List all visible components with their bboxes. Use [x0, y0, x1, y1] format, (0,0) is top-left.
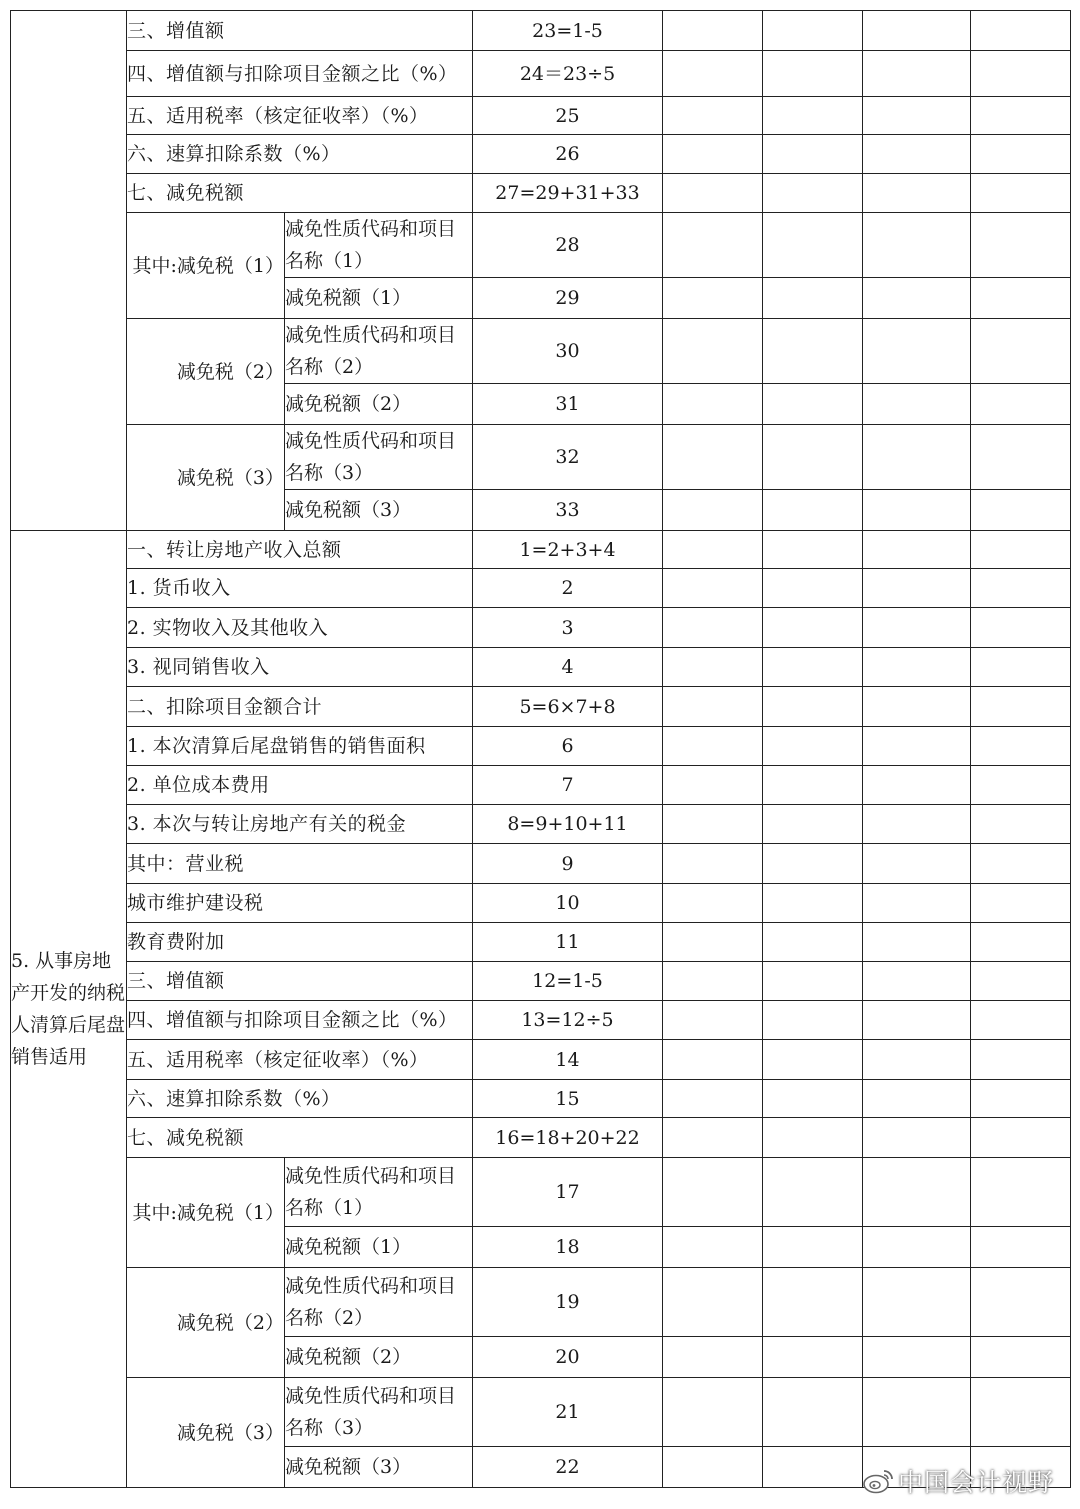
- empty-value-cell: [971, 1378, 1071, 1447]
- empty-value-cell: [663, 648, 763, 687]
- table-row: [11, 1118, 1071, 1158]
- empty-value-cell: [971, 805, 1071, 844]
- empty-value-cell: [763, 962, 863, 1001]
- row-number: 10: [473, 884, 663, 923]
- empty-value-cell: [663, 766, 763, 805]
- row-label: 五、适用税率（核定征收率）（%）: [127, 97, 473, 135]
- empty-value-cell: [663, 727, 763, 766]
- table-row: [11, 962, 1071, 1001]
- row-number: 9: [473, 844, 663, 884]
- empty-value-cell: [663, 1227, 763, 1268]
- table-row: [11, 1080, 1071, 1118]
- empty-value-cell: [663, 213, 763, 278]
- empty-value-cell: [863, 278, 971, 319]
- row-label: 1. 货币收入: [127, 569, 473, 608]
- table-row: [11, 11, 1071, 51]
- empty-value-cell: [663, 11, 763, 51]
- empty-value-cell: [863, 1080, 971, 1118]
- empty-value-cell: [863, 923, 971, 962]
- table-row: [11, 805, 1071, 844]
- row-label: 2. 实物收入及其他收入: [127, 608, 473, 648]
- empty-value-cell: [863, 425, 971, 490]
- row-label: 2. 单位成本费用: [127, 766, 473, 805]
- relief-group-label: 减免税（3）: [127, 1378, 285, 1488]
- empty-value-cell: [763, 648, 863, 687]
- empty-value-cell: [763, 569, 863, 608]
- empty-value-cell: [971, 490, 1071, 531]
- empty-value-cell: [763, 1337, 863, 1378]
- empty-value-cell: [663, 1118, 763, 1158]
- row-number: 26: [473, 135, 663, 174]
- row-label: 一、转让房地产收入总额: [127, 531, 473, 569]
- table-row: [11, 923, 1071, 962]
- empty-value-cell: [863, 884, 971, 923]
- empty-value-cell: [763, 425, 863, 490]
- row-number: 18: [473, 1227, 663, 1268]
- empty-value-cell: [971, 766, 1071, 805]
- row-label: 五、适用税率（核定征收率）（%）: [127, 1040, 473, 1080]
- empty-value-cell: [863, 569, 971, 608]
- empty-value-cell: [971, 1118, 1071, 1158]
- row-number: 16=18+20+22: [473, 1118, 663, 1158]
- row-number: 33: [473, 490, 663, 531]
- row-label: 其中：营业税: [127, 844, 473, 884]
- empty-value-cell: [763, 490, 863, 531]
- empty-value-cell: [971, 531, 1071, 569]
- empty-value-cell: [971, 174, 1071, 213]
- empty-value-cell: [971, 1040, 1071, 1080]
- empty-value-cell: [763, 1040, 863, 1080]
- empty-value-cell: [663, 97, 763, 135]
- empty-value-cell: [763, 319, 863, 384]
- empty-value-cell: [763, 1447, 863, 1488]
- relief-code-label: 减免性质代码和项目名称（1）: [285, 213, 473, 278]
- empty-value-cell: [971, 844, 1071, 884]
- empty-value-cell: [663, 805, 763, 844]
- empty-value-cell: [863, 648, 971, 687]
- empty-value-cell: [763, 1158, 863, 1227]
- row-number: 8=9+10+11: [473, 805, 663, 844]
- row-number: 2: [473, 569, 663, 608]
- empty-value-cell: [763, 1118, 863, 1158]
- relief-amount-label: 减免税额（2）: [285, 1337, 473, 1378]
- row-number: 22: [473, 1447, 663, 1488]
- empty-value-cell: [663, 1337, 763, 1378]
- relief-code-row: [11, 1268, 1071, 1337]
- empty-value-cell: [863, 687, 971, 727]
- empty-value-cell: [971, 1080, 1071, 1118]
- empty-value-cell: [663, 531, 763, 569]
- section-5-title: 5. 从事房地产开发的纳税人清算后尾盘销售适用: [11, 531, 127, 1488]
- row-number: 23=1-5: [473, 11, 663, 51]
- empty-value-cell: [763, 884, 863, 923]
- empty-value-cell: [663, 569, 763, 608]
- empty-value-cell: [663, 1378, 763, 1447]
- empty-value-cell: [971, 1001, 1071, 1040]
- row-number: 27=29+31+33: [473, 174, 663, 213]
- relief-group-label: 减免税（2）: [127, 319, 285, 425]
- empty-value-cell: [863, 97, 971, 135]
- relief-amount-label: 减免税额（1）: [285, 1227, 473, 1268]
- table-row: [11, 844, 1071, 884]
- empty-value-cell: [763, 1227, 863, 1268]
- empty-value-cell: [971, 384, 1071, 425]
- empty-value-cell: [763, 174, 863, 213]
- empty-value-cell: [663, 962, 763, 1001]
- relief-code-row: [11, 1378, 1071, 1447]
- row-number: 19: [473, 1268, 663, 1337]
- empty-value-cell: [663, 1001, 763, 1040]
- empty-value-cell: [971, 135, 1071, 174]
- empty-value-cell: [763, 923, 863, 962]
- watermark-text: 中国会计视野: [898, 1468, 1055, 1497]
- table-row: [11, 608, 1071, 648]
- row-label: 四、增值额与扣除项目金额之比（%）: [127, 51, 473, 97]
- table-row: [11, 766, 1071, 805]
- empty-value-cell: [971, 962, 1071, 1001]
- empty-value-cell: [763, 51, 863, 97]
- table-row: [11, 531, 1071, 569]
- empty-value-cell: [763, 766, 863, 805]
- row-number: 30: [473, 319, 663, 384]
- empty-value-cell: [971, 319, 1071, 384]
- empty-value-cell: [663, 384, 763, 425]
- row-number: 5=6×7+8: [473, 687, 663, 727]
- table-row: [11, 569, 1071, 608]
- row-label: 3. 本次与转让房地产有关的税金: [127, 805, 473, 844]
- row-label: 1. 本次清算后尾盘销售的销售面积: [127, 727, 473, 766]
- empty-value-cell: [863, 608, 971, 648]
- empty-value-cell: [763, 135, 863, 174]
- empty-value-cell: [763, 844, 863, 884]
- row-label: 七、减免税额: [127, 174, 473, 213]
- relief-amount-label: 减免税额（2）: [285, 384, 473, 425]
- empty-value-cell: [863, 1268, 971, 1337]
- empty-value-cell: [663, 278, 763, 319]
- row-number: 29: [473, 278, 663, 319]
- empty-value-cell: [863, 11, 971, 51]
- empty-value-cell: [763, 1080, 863, 1118]
- row-number: 31: [473, 384, 663, 425]
- empty-value-cell: [663, 51, 763, 97]
- empty-value-cell: [971, 923, 1071, 962]
- relief-code-row: [11, 319, 1071, 384]
- empty-value-cell: [663, 923, 763, 962]
- row-number: 1=2+3+4: [473, 531, 663, 569]
- empty-value-cell: [971, 51, 1071, 97]
- empty-value-cell: [863, 51, 971, 97]
- row-label: 3. 视同销售收入: [127, 648, 473, 687]
- empty-value-cell: [863, 844, 971, 884]
- empty-value-cell: [863, 490, 971, 531]
- table-row: [11, 174, 1071, 213]
- empty-value-cell: [971, 608, 1071, 648]
- table-row: [11, 884, 1071, 923]
- empty-value-cell: [663, 844, 763, 884]
- empty-value-cell: [763, 11, 863, 51]
- relief-code-label: 减免性质代码和项目名称（1）: [285, 1158, 473, 1227]
- empty-value-cell: [971, 97, 1071, 135]
- empty-value-cell: [663, 1080, 763, 1118]
- relief-code-row: [11, 1158, 1071, 1227]
- row-number: 25: [473, 97, 663, 135]
- weibo-logo-icon: [862, 1467, 894, 1495]
- empty-value-cell: [971, 569, 1071, 608]
- table-row: [11, 648, 1071, 687]
- row-label: 六、速算扣除系数（%）: [127, 1080, 473, 1118]
- row-number: 4: [473, 648, 663, 687]
- relief-amount-label: 减免税额（1）: [285, 278, 473, 319]
- row-number: 24＝23÷5: [473, 51, 663, 97]
- empty-value-cell: [763, 1268, 863, 1337]
- empty-value-cell: [763, 531, 863, 569]
- row-label: 教育费附加: [127, 923, 473, 962]
- empty-value-cell: [971, 1337, 1071, 1378]
- relief-code-label: 减免性质代码和项目名称（2）: [285, 1268, 473, 1337]
- empty-value-cell: [863, 1040, 971, 1080]
- empty-value-cell: [971, 884, 1071, 923]
- empty-value-cell: [863, 1158, 971, 1227]
- empty-value-cell: [763, 1001, 863, 1040]
- row-number: 13=12÷5: [473, 1001, 663, 1040]
- row-number: 14: [473, 1040, 663, 1080]
- empty-value-cell: [971, 213, 1071, 278]
- empty-value-cell: [763, 805, 863, 844]
- relief-code-label: 减免性质代码和项目名称（3）: [285, 1378, 473, 1447]
- empty-value-cell: [863, 319, 971, 384]
- relief-code-label: 减免性质代码和项目名称（2）: [285, 319, 473, 384]
- empty-value-cell: [663, 174, 763, 213]
- empty-value-cell: [663, 490, 763, 531]
- relief-group-label: 减免税（2）: [127, 1268, 285, 1378]
- empty-value-cell: [863, 1337, 971, 1378]
- table-row: [11, 51, 1071, 97]
- empty-value-cell: [763, 687, 863, 727]
- empty-value-cell: [663, 425, 763, 490]
- row-label: 二、扣除项目金额合计: [127, 687, 473, 727]
- row-label: 城市维护建设税: [127, 884, 473, 923]
- empty-value-cell: [971, 648, 1071, 687]
- row-number: 3: [473, 608, 663, 648]
- relief-group-label: 其中:减免税（1）: [127, 1158, 285, 1268]
- table-row: [11, 1001, 1071, 1040]
- empty-value-cell: [763, 97, 863, 135]
- watermark: [862, 1463, 1054, 1499]
- empty-value-cell: [763, 608, 863, 648]
- empty-value-cell: [863, 174, 971, 213]
- empty-value-cell: [971, 1268, 1071, 1337]
- empty-value-cell: [663, 608, 763, 648]
- row-number: 21: [473, 1378, 663, 1447]
- empty-value-cell: [663, 319, 763, 384]
- empty-value-cell: [863, 727, 971, 766]
- empty-value-cell: [763, 384, 863, 425]
- empty-value-cell: [663, 1158, 763, 1227]
- table-row: [11, 727, 1071, 766]
- empty-value-cell: [863, 531, 971, 569]
- relief-group-label: 其中:减免税（1）: [127, 213, 285, 319]
- row-number: 7: [473, 766, 663, 805]
- row-number: 28: [473, 213, 663, 278]
- row-label: 三、增值额: [127, 11, 473, 51]
- land-vat-form-table: [10, 10, 1071, 1488]
- empty-value-cell: [663, 1040, 763, 1080]
- relief-amount-label: 减免税额（3）: [285, 490, 473, 531]
- empty-value-cell: [863, 1001, 971, 1040]
- empty-value-cell: [763, 278, 863, 319]
- table-row: [11, 687, 1071, 727]
- row-number: 6: [473, 727, 663, 766]
- empty-value-cell: [863, 1227, 971, 1268]
- empty-value-cell: [763, 213, 863, 278]
- row-label: 四、增值额与扣除项目金额之比（%）: [127, 1001, 473, 1040]
- empty-value-cell: [863, 1118, 971, 1158]
- empty-value-cell: [971, 727, 1071, 766]
- empty-value-cell: [863, 1378, 971, 1447]
- empty-value-cell: [971, 278, 1071, 319]
- empty-value-cell: [863, 962, 971, 1001]
- table-row: [11, 97, 1071, 135]
- empty-value-cell: [971, 1158, 1071, 1227]
- section-4-label-cell: [11, 11, 127, 531]
- row-label: 三、增值额: [127, 962, 473, 1001]
- relief-code-label: 减免性质代码和项目名称（3）: [285, 425, 473, 490]
- empty-value-cell: [971, 1227, 1071, 1268]
- relief-amount-label: 减免税额（3）: [285, 1447, 473, 1488]
- empty-value-cell: [663, 1447, 763, 1488]
- empty-value-cell: [863, 135, 971, 174]
- empty-value-cell: [863, 384, 971, 425]
- row-number: 20: [473, 1337, 663, 1378]
- row-label: 七、减免税额: [127, 1118, 473, 1158]
- empty-value-cell: [763, 727, 863, 766]
- empty-value-cell: [971, 425, 1071, 490]
- empty-value-cell: [971, 11, 1071, 51]
- relief-group-label: 减免税（3）: [127, 425, 285, 531]
- empty-value-cell: [863, 766, 971, 805]
- empty-value-cell: [663, 135, 763, 174]
- row-number: 17: [473, 1158, 663, 1227]
- empty-value-cell: [971, 687, 1071, 727]
- empty-value-cell: [863, 213, 971, 278]
- relief-code-row: [11, 425, 1071, 490]
- row-number: 32: [473, 425, 663, 490]
- empty-value-cell: [663, 884, 763, 923]
- row-number: 12=1-5: [473, 962, 663, 1001]
- relief-code-row: [11, 213, 1071, 278]
- table-row: [11, 135, 1071, 174]
- table-row: [11, 1040, 1071, 1080]
- row-number: 11: [473, 923, 663, 962]
- empty-value-cell: [663, 687, 763, 727]
- empty-value-cell: [663, 1268, 763, 1337]
- empty-value-cell: [763, 1378, 863, 1447]
- row-number: 15: [473, 1080, 663, 1118]
- empty-value-cell: [863, 805, 971, 844]
- row-label: 六、速算扣除系数（%）: [127, 135, 473, 174]
